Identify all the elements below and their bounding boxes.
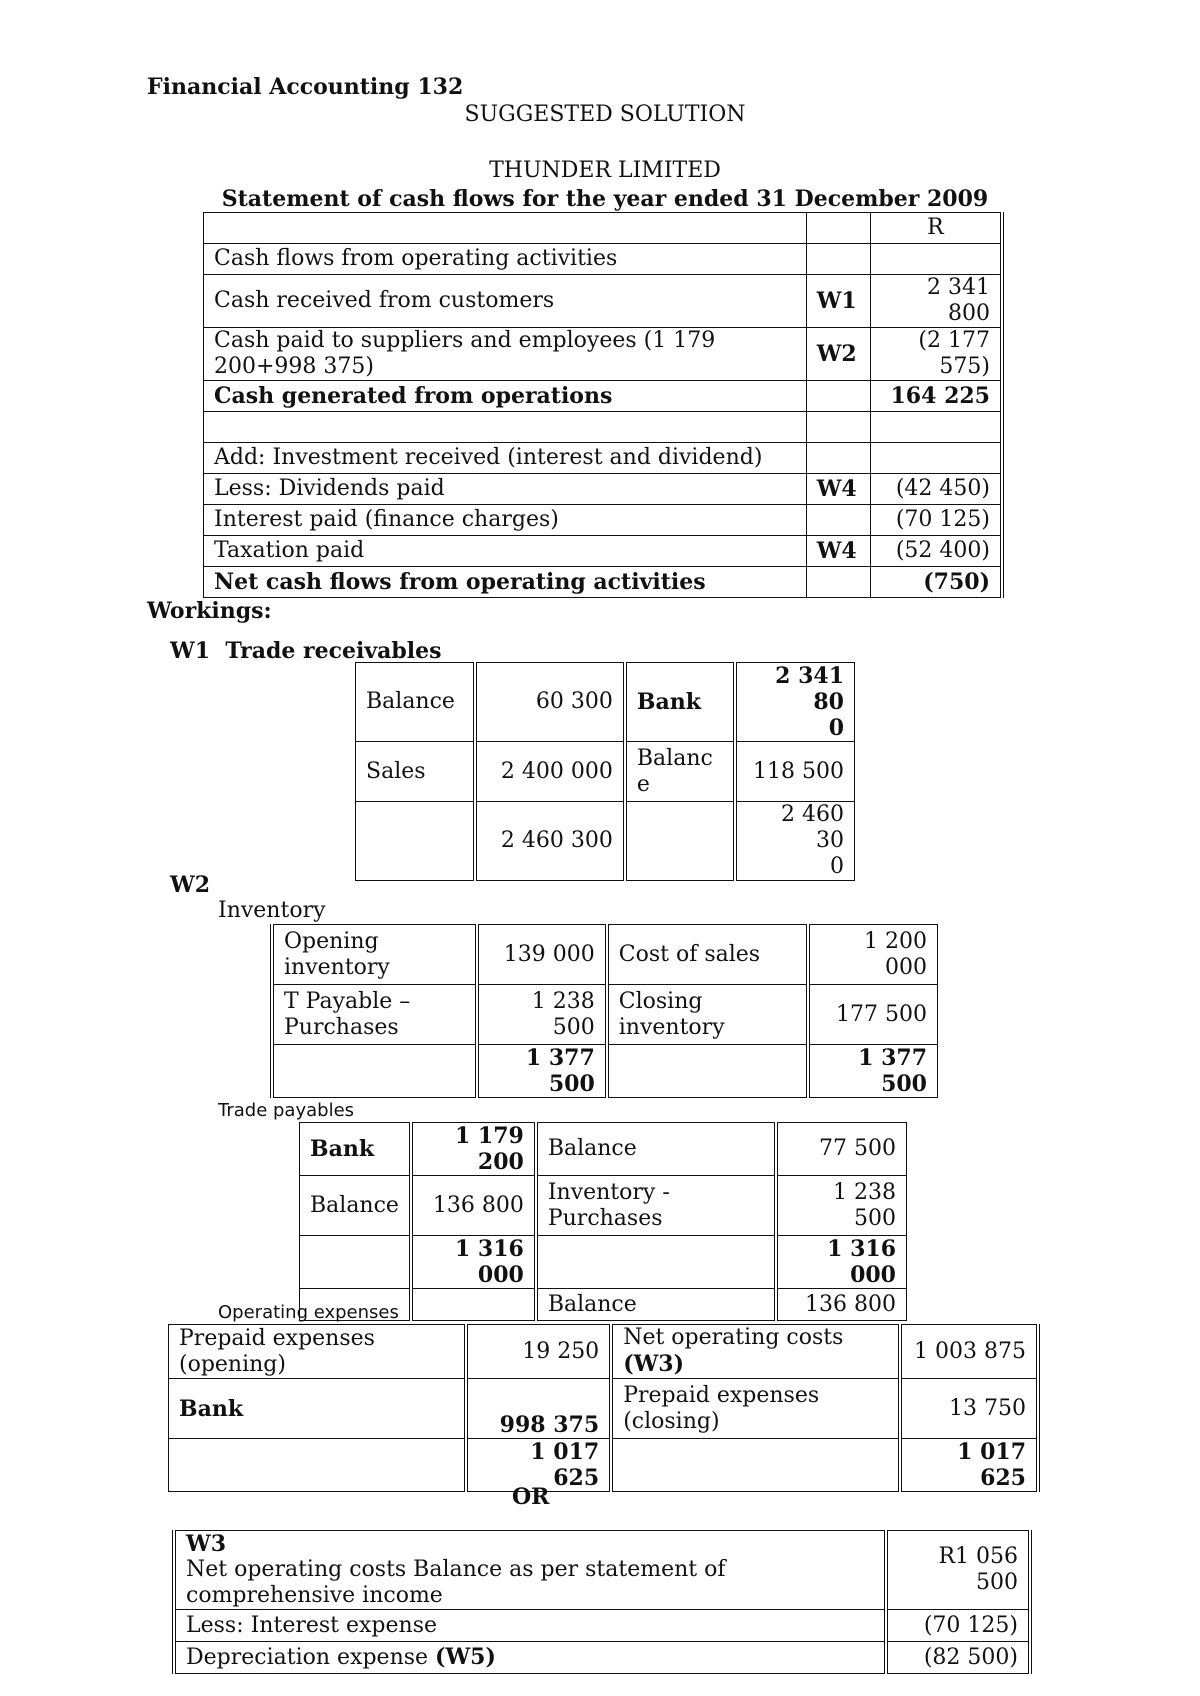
cf-ref: W4 xyxy=(806,536,870,567)
debit-amount: 139 000 xyxy=(477,925,606,985)
cf-amount: (52 400) xyxy=(870,536,1002,567)
credit-amount: 77 500 xyxy=(776,1123,907,1176)
credit-amount: 177 500 xyxy=(808,985,937,1045)
w3-description xyxy=(174,1642,886,1674)
debit-label xyxy=(169,1439,466,1492)
inventory-title: Inventory xyxy=(218,898,326,923)
table-row xyxy=(356,802,855,881)
debit-label: T Payable – Purchases xyxy=(272,985,477,1045)
cf-ref: W1 xyxy=(806,275,870,328)
operating-expenses-table xyxy=(168,1324,1040,1492)
w3-table xyxy=(172,1530,1032,1674)
w3-reference: (W3) xyxy=(623,1351,685,1377)
table-row xyxy=(300,1176,907,1236)
table-row xyxy=(300,1236,907,1289)
w3-description: Less: Interest expense xyxy=(174,1610,886,1642)
cf-label: Add: Investment received (interest and dividend) xyxy=(204,443,807,474)
table-row xyxy=(204,567,1003,598)
table-row xyxy=(204,381,1003,412)
w1-heading: W1 Trade receivables xyxy=(170,638,442,664)
credit-amount: 13 750 xyxy=(900,1379,1038,1439)
statement-title: Statement of cash flows for the year ended 31 December 2009 xyxy=(221,186,989,212)
table-row xyxy=(169,1379,1039,1439)
cf-ref xyxy=(806,381,870,412)
debit-label: Bank xyxy=(169,1379,466,1439)
debit-amount: 60 300 xyxy=(475,663,624,742)
cf-ref xyxy=(806,443,870,474)
table-row xyxy=(169,1439,1039,1492)
debit-amount xyxy=(411,1289,536,1321)
cf-amount: (70 125) xyxy=(870,505,1002,536)
debit-label xyxy=(272,1045,477,1098)
course-title: Financial Accounting 132 xyxy=(147,74,464,100)
table-row xyxy=(174,1531,1030,1610)
cf-label: Cash generated from operations xyxy=(204,381,807,412)
cf-label xyxy=(204,412,807,443)
cf-ref xyxy=(806,505,870,536)
credit-amount: 118 500 xyxy=(735,742,855,802)
workings-title: Workings: xyxy=(147,598,272,624)
table-row xyxy=(272,1045,938,1098)
credit-label: Prepaid expenses (closing) xyxy=(611,1379,900,1439)
cf-amount: 164 225 xyxy=(870,381,1002,412)
cf-ref xyxy=(806,412,870,443)
w3-amount: (82 500) xyxy=(886,1642,1030,1674)
debit-total: 1 017 625 xyxy=(466,1439,612,1492)
table-row xyxy=(272,985,938,1045)
subtitle: SUGGESTED SOLUTION xyxy=(464,102,746,127)
cf-label: Net cash flows from operating activities xyxy=(204,567,807,598)
cf-amount xyxy=(870,412,1002,443)
debit-label: Prepaid expenses (opening) xyxy=(169,1325,466,1379)
debit-label xyxy=(300,1236,411,1289)
cf-ref xyxy=(806,567,870,598)
debit-amount: 1 179 200 xyxy=(411,1123,536,1176)
company-name: THUNDER LIMITED xyxy=(489,158,721,183)
trade-payables-title: Trade payables xyxy=(218,1100,355,1121)
credit-label: Balanc e xyxy=(625,742,735,802)
debit-total: 1 316 000 xyxy=(411,1236,536,1289)
credit-amount: 136 800 xyxy=(776,1289,907,1321)
table-row xyxy=(272,925,938,985)
cf-amount: (750) xyxy=(870,567,1002,598)
debit-amount: 1 238 500 xyxy=(477,985,606,1045)
debit-label: Opening inventory xyxy=(272,925,477,985)
debit-label: Balance xyxy=(300,1176,411,1236)
credit-total: 1 316 000 xyxy=(776,1236,907,1289)
table-row xyxy=(204,474,1003,505)
cf-label: Cash paid to suppliers and employees (1 179 200+998 375) xyxy=(204,328,807,381)
or-label: OR xyxy=(512,1484,550,1510)
credit-label: Inventory - Purchases xyxy=(536,1176,776,1236)
credit-amount: 1 003 875 xyxy=(900,1325,1038,1379)
credit-label-text: Net operating costs xyxy=(623,1325,844,1350)
table-row xyxy=(204,213,1003,244)
debit-label xyxy=(356,802,476,881)
debit-total: 1 377 500 xyxy=(477,1045,606,1098)
trade-receivables-table xyxy=(355,662,855,881)
credit-label xyxy=(625,802,735,881)
w3-line-text: Depreciation expense xyxy=(186,1645,429,1670)
debit-amount: 998 375 xyxy=(466,1379,612,1439)
debit-label: Bank xyxy=(300,1123,411,1176)
credit-amount: 1 200 000 xyxy=(808,925,937,985)
cf-label xyxy=(204,213,807,244)
cf-ref xyxy=(806,244,870,275)
cf-amount: (2 177 575) xyxy=(870,328,1002,381)
credit-label: Bank xyxy=(625,663,735,742)
table-row xyxy=(204,275,1003,328)
credit-label xyxy=(607,1045,808,1098)
table-row xyxy=(169,1325,1039,1379)
debit-label: Balance xyxy=(356,663,476,742)
table-row xyxy=(356,663,855,742)
cf-amount: 2 341 800 xyxy=(870,275,1002,328)
cf-ref: W2 xyxy=(806,328,870,381)
cf-amount xyxy=(870,443,1002,474)
w3-heading: W3 xyxy=(186,1531,227,1557)
cf-label: Interest paid (finance charges) xyxy=(204,505,807,536)
w3-description xyxy=(174,1531,886,1610)
w5-reference: (W5) xyxy=(435,1644,496,1670)
table-row xyxy=(204,412,1003,443)
debit-total: 2 460 300 xyxy=(475,802,624,881)
debit-label: Sales xyxy=(356,742,476,802)
credit-label xyxy=(536,1236,776,1289)
debit-amount: 2 400 000 xyxy=(475,742,624,802)
inventory-table xyxy=(270,924,938,1098)
table-row xyxy=(204,328,1003,381)
cf-label: Cash flows from operating activities xyxy=(204,244,807,275)
cf-ref: W4 xyxy=(806,474,870,505)
table-row xyxy=(204,505,1003,536)
credit-amount: 1 238 500 xyxy=(776,1176,907,1236)
trade-payables-table xyxy=(299,1122,907,1321)
w3-amount: (70 125) xyxy=(886,1610,1030,1642)
credit-label xyxy=(611,1439,900,1492)
w3-amount: R1 056 500 xyxy=(886,1531,1030,1610)
debit-amount: 19 250 xyxy=(466,1325,612,1379)
cf-currency-header: R xyxy=(870,213,1002,244)
credit-label: Balance xyxy=(536,1123,776,1176)
credit-label: Closing inventory xyxy=(607,985,808,1045)
table-row xyxy=(174,1642,1030,1674)
cash-flow-table xyxy=(203,212,1004,598)
table-row xyxy=(204,443,1003,474)
table-row xyxy=(204,536,1003,567)
debit-amount: 136 800 xyxy=(411,1176,536,1236)
credit-total: 1 017 625 xyxy=(900,1439,1038,1492)
cf-amount: (42 450) xyxy=(870,474,1002,505)
credit-total: 2 460 30 0 xyxy=(735,802,855,881)
table-row xyxy=(300,1123,907,1176)
w3-line-text: Net operating costs Balance as per statement of comprehensive income xyxy=(186,1557,726,1608)
table-row xyxy=(356,742,855,802)
credit-label: Balance xyxy=(536,1289,776,1321)
operating-expenses-title: Operating expenses xyxy=(218,1302,399,1323)
credit-total: 1 377 500 xyxy=(808,1045,937,1098)
table-row xyxy=(204,244,1003,275)
w2-heading: W2 xyxy=(170,872,211,898)
cf-label: Less: Dividends paid xyxy=(204,474,807,505)
cf-label: Taxation paid xyxy=(204,536,807,567)
cf-ref xyxy=(806,213,870,244)
cf-label: Cash received from customers xyxy=(204,275,807,328)
cf-amount xyxy=(870,244,1002,275)
table-row xyxy=(174,1610,1030,1642)
credit-label xyxy=(611,1325,900,1379)
credit-amount: 2 341 80 0 xyxy=(735,663,855,742)
credit-label: Cost of sales xyxy=(607,925,808,985)
